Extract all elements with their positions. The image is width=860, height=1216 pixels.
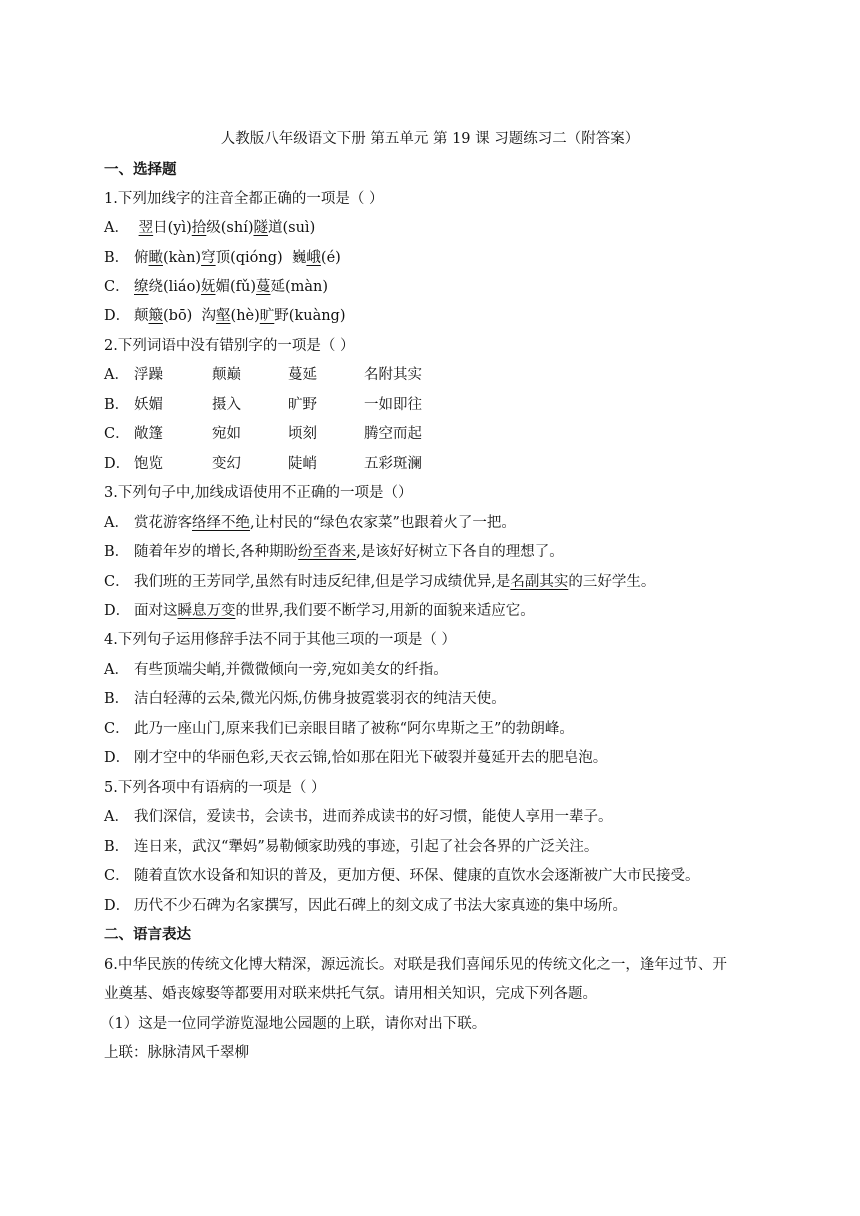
word: 饱览: [134, 456, 163, 472]
question-6-line-2: 业奠基、婚丧嫁娶等都要用对联来烘托气氛。请用相关知识，完成下列各题。: [104, 986, 597, 1002]
question-5-stem: 5.下列各项中有语病的一项是（ ）: [104, 780, 326, 796]
question-4-option-b: B． 洁白轻薄的云朵,微光闪烁,仿佛身披霓裳羽衣的纯洁天使。: [104, 691, 506, 707]
word: 妖媚: [134, 397, 163, 413]
word: 陡峭: [288, 456, 317, 472]
question-1-stem: 1.下列加线字的注音全都正确的一项是（ ）: [104, 191, 384, 207]
question-2-option-c: C． 敞篷 宛如 顷刻 腾空而起: [104, 426, 422, 442]
question-3-option-c: C． 我们班的王芳同学,虽然有时违反纪律,但是学习成绩优异,是名副其实的三好学生。: [104, 574, 656, 590]
question-5-option-b: B． 连日来，武汉“犟妈”易勒倾家助残的事迹，引起了社会各界的广泛关注。: [104, 839, 599, 855]
question-5-option-d: D． 历代不少石碑为名家撰写，因此石碑上的刻文成了书法大家真迹的集中场所。: [104, 898, 627, 914]
question-5-option-c: C． 随着直饮水设备和知识的普及，更加方便、环保、健康的直饮水会逐渐被广大市民接受。: [104, 868, 700, 884]
question-4-option-a: A． 有些顶端尖峭,并微微倾向一旁,宛如美女的纤指。: [104, 662, 448, 678]
question-3-option-b: B． 随着年岁的增长,各种期盼纷至沓来,是该好好树立下各自的理想了。: [104, 544, 564, 560]
word: 一如即往: [364, 397, 422, 413]
question-6-line-1: 6.中华民族的传统文化博大精深，源远流长。对联是我们喜闻乐见的传统文化之一，逢年过节、开: [104, 957, 727, 973]
question-1-option-b: B． 俯瞰(kàn)穹顶(qióng) 巍峨(é): [104, 250, 341, 266]
word: 腾空而起: [364, 426, 422, 442]
question-2-stem: 2.下列词语中没有错别字的一项是（ ）: [104, 338, 355, 354]
word: 宛如: [212, 426, 241, 442]
question-1-option-a: A． 翌日(yì)拾级(shí)隧道(suì): [104, 220, 316, 236]
word: 变幻: [212, 456, 241, 472]
option-text: 俯瞰(kàn)穹顶(qióng) 巍峨(é): [134, 250, 341, 266]
question-2-option-d: D． 饱览 变幻 陡峭 五彩斑澜: [104, 456, 422, 472]
word: 旷野: [288, 397, 317, 413]
word: 顷刻: [288, 426, 317, 442]
page-title: 人教版八年级语文下册 第五单元 第 19 课 习题练习二（附答案）: [220, 131, 640, 147]
option-text: 翌日(yì)拾级(shí)隧道(suì): [138, 220, 316, 236]
question-3-option-a: A． 赏花游客络绎不绝,让村民的“绿色农家菜”也跟着火了一把。: [104, 515, 516, 531]
word: 敞篷: [134, 426, 163, 442]
word: 蔓延: [288, 367, 317, 383]
word: 名附其实: [364, 367, 422, 383]
word: 颠巅: [212, 367, 241, 383]
question-5-option-a: A． 我们深信，爱读书，会读书，进而养成读书的好习惯，能使人享用一辈子。: [104, 809, 613, 825]
question-3-option-d: D． 面对这瞬息万变的世界,我们要不断学习,用新的面貌来适应它。: [104, 603, 535, 619]
option-text: 颠簸(bō) 沟壑(hè)旷野(kuàng): [134, 308, 346, 324]
word: 五彩斑澜: [364, 456, 422, 472]
section-heading-expression: 二、语言表达: [104, 926, 191, 943]
couplet-first-line: 上联：脉脉清风千翠柳: [104, 1045, 249, 1061]
section-heading-choice: 一、选择题: [104, 161, 177, 178]
question-2-option-a: A． 浮躁 颠巅 蔓延 名附其实: [104, 367, 422, 383]
question-6-sub-1: （1）这是一位同学游览湿地公园题的上联，请你对出下联。: [100, 1016, 487, 1032]
question-2-option-b: B． 妖媚 摄入 旷野 一如即往: [104, 397, 422, 413]
question-4-stem: 4.下列句子运用修辞手法不同于其他三项的一项是（ ）: [104, 632, 456, 648]
question-4-option-c: C． 此乃一座山门,原来我们已亲眼目睹了被称“阿尔卑斯之王”的勃朗峰。: [104, 721, 574, 737]
word: 摄入: [212, 397, 241, 413]
question-3-stem: 3.下列句子中,加线成语使用不正确的一项是（）: [104, 485, 413, 501]
question-1-option-d: D． 颠簸(bō) 沟壑(hè)旷野(kuàng): [104, 308, 346, 324]
word: 浮躁: [134, 367, 163, 383]
question-1-option-c: C． 缭绕(liáo)妩媚(fǔ)蔓延(màn): [104, 279, 329, 295]
question-4-option-d: D． 刚才空中的华丽色彩,天衣云锦,恰如那在阳光下破裂并蔓延开去的肥皂泡。: [104, 750, 608, 766]
option-text: 缭绕(liáo)妩媚(fǔ)蔓延(màn): [134, 279, 329, 295]
